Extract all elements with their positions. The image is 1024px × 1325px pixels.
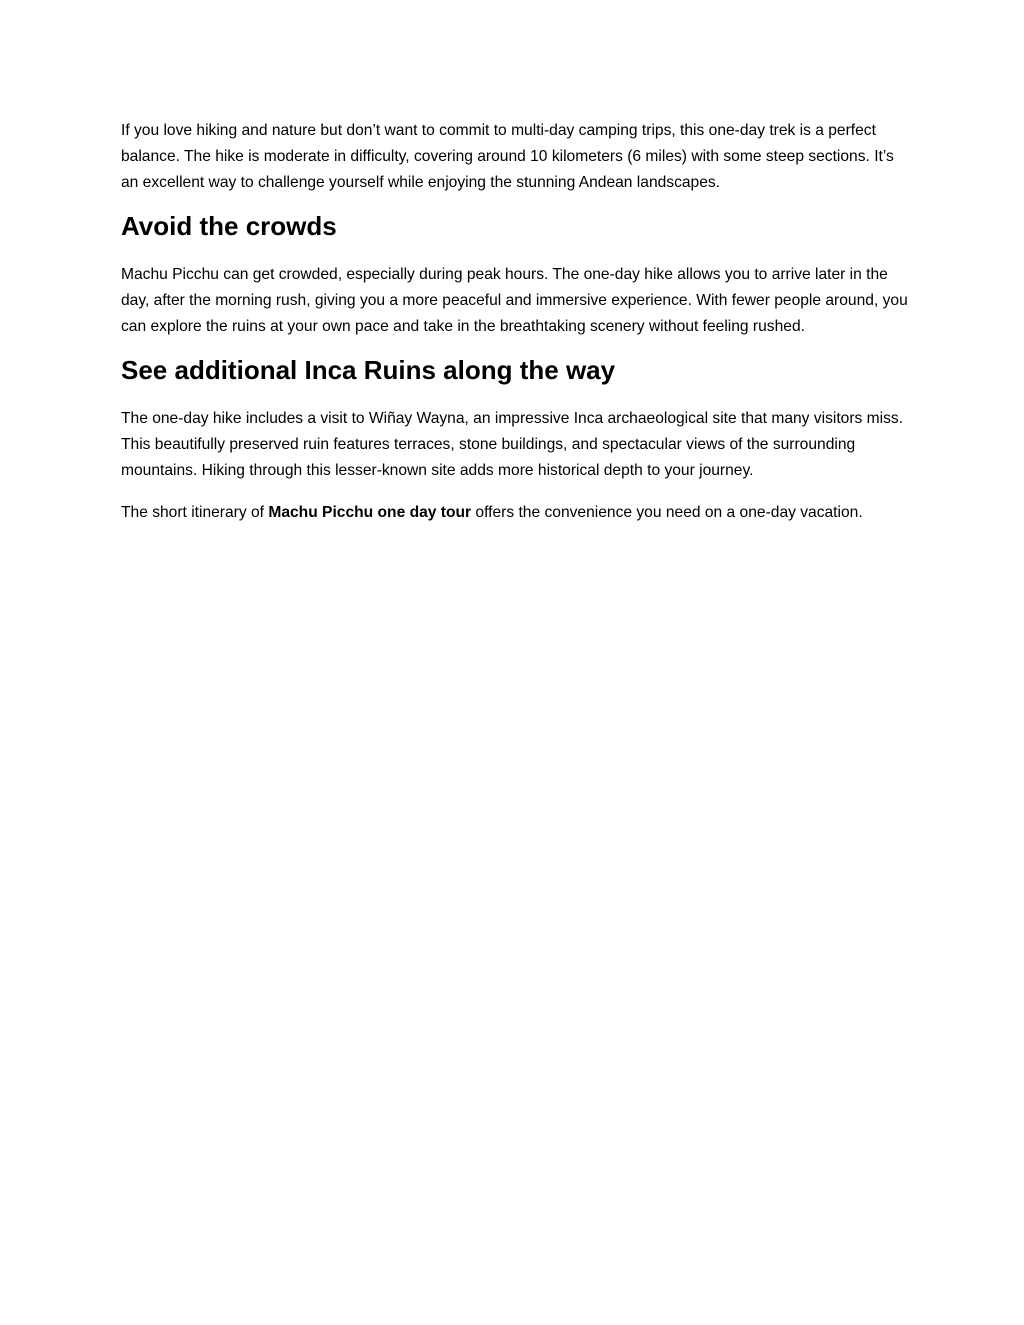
heading-inca-ruins: See additional Inca Ruins along the way (121, 355, 616, 385)
intro-paragraph: If you love hiking and nature but don’t want to commit to multi-day camping trips, this one-day trek is a perfect balance. The hike is moderate in difficulty, covering around 10 kilometers (6 miles) with some steep sections. It’s an excellent way to challenge yourself while enjoying the stunning Andean landscapes. (121, 122, 894, 191)
closing-bold-link-text: Machu Picchu one day tour (268, 504, 472, 521)
document-page (121, 118, 911, 526)
closing-text-before: The short itinerary of (121, 504, 269, 521)
heading-avoid-crowds: Avoid the crowds (121, 211, 337, 241)
closing-paragraph (121, 500, 911, 526)
paragraph-inca-ruins: The one-day hike includes a visit to Wiñay Wayna, an impressive Inca archaeological site that many visitors miss. This beautifully preserved ruin features terraces, stone buildings, and spectacular views of the surrounding mountains. Hiking through this lesser-known site adds more historical depth to your journey. (121, 410, 904, 479)
closing-text-after: offers the convenience you need on a one-day vacation. (471, 504, 863, 521)
paragraph-avoid-crowds: Machu Picchu can get crowded, especially during peak hours. The one-day hike allows you to arrive later in the day, after the morning rush, giving you a more peaceful and immersive experience. With fewer people around, you can explore the ruins at your own pace and take in the breathtaking scenery without feeling rushed. (121, 266, 908, 335)
